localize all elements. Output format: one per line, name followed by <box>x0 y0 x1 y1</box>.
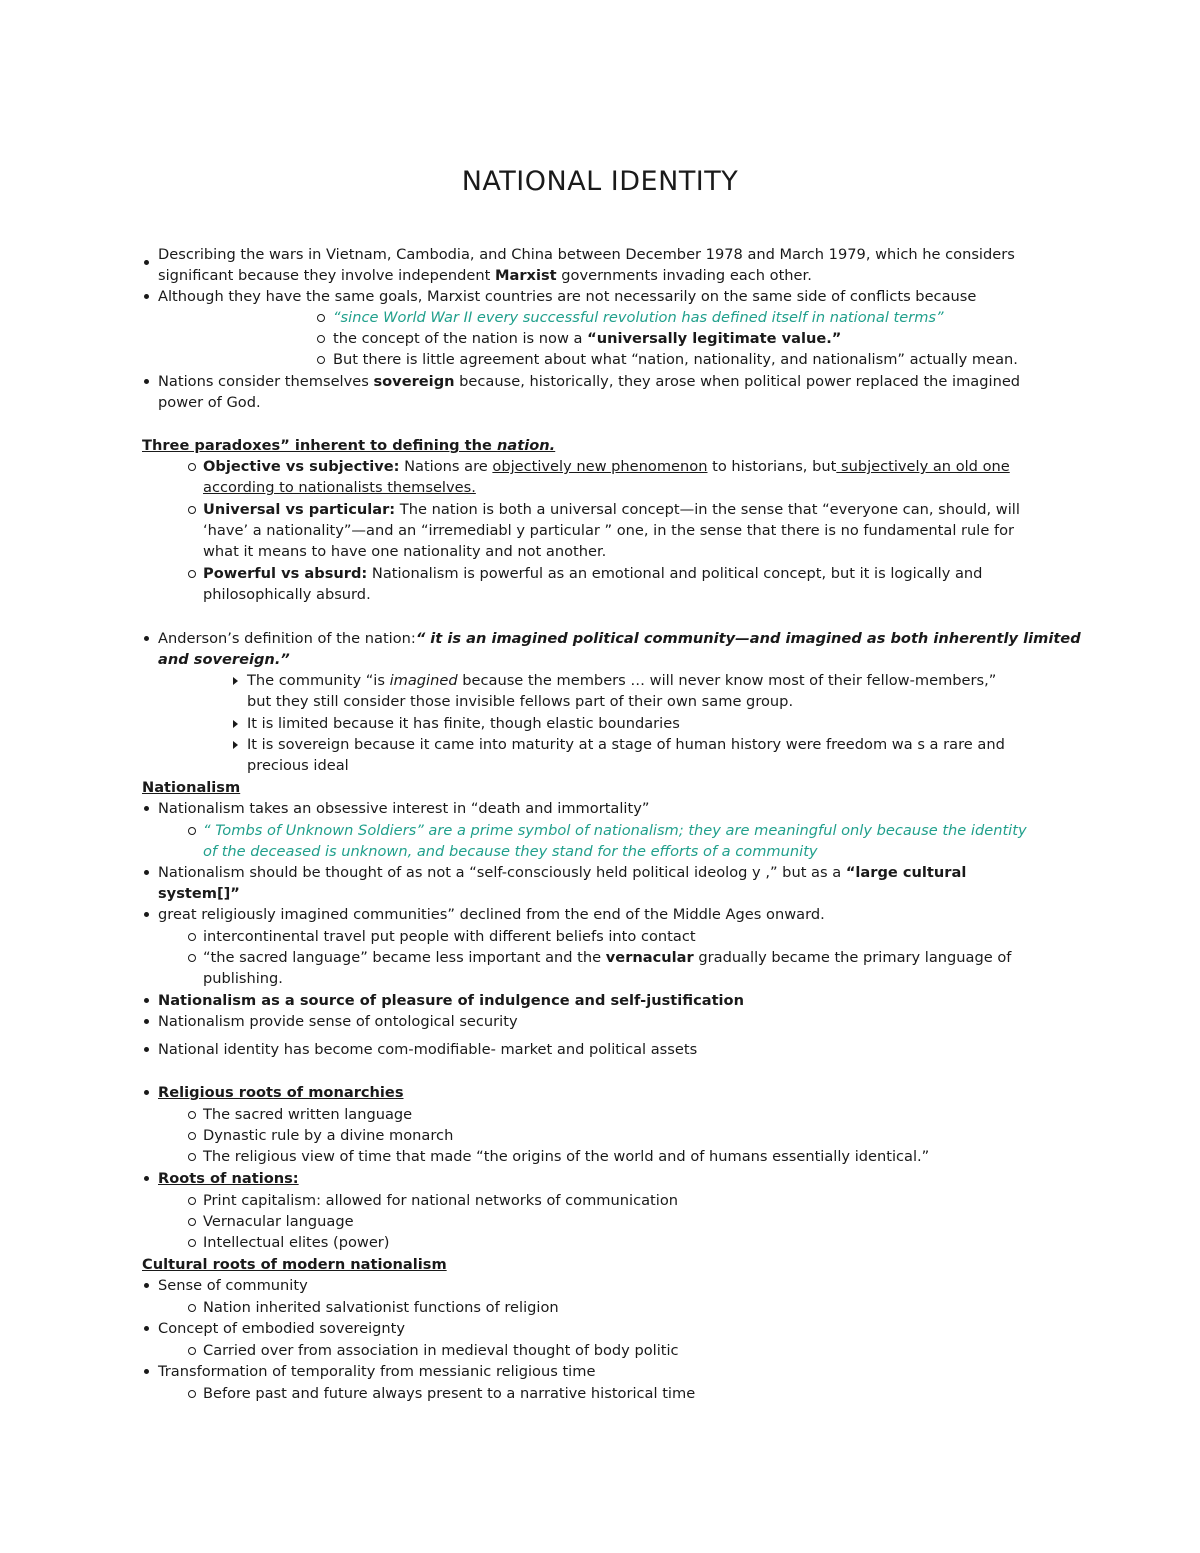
quote-line: “since World War II every successful revolution has defined itself in national terms” <box>333 309 944 326</box>
text-line: Although they have the same goals, Marxist countries are not necessarily on the same side of conflicts because <box>158 288 977 305</box>
text-line: Nationalism provide sense of ontological security <box>158 1013 518 1030</box>
bullet-icon <box>144 636 149 641</box>
text-line: Sense of community <box>158 1277 308 1294</box>
text-line: philosophically absurd. <box>203 586 371 603</box>
bullet-icon <box>144 806 149 811</box>
circle-bullet-icon <box>188 827 196 835</box>
text-line: Transformation of temporality from messianic religious time <box>158 1363 596 1380</box>
text-line: great religiously imagined communities” declined from the end of the Middle Ages onward. <box>158 906 825 923</box>
bullet-icon <box>144 294 149 299</box>
text-line: Anderson’s definition of the nation:“ it is an imagined political community—and imagined as both inherently limited <box>158 630 1081 647</box>
text-line: Objective vs subjective: Nations are objectively new phenomenon to historians, but subjectively an old one <box>203 458 1010 475</box>
section-heading: Roots of nations: <box>158 1170 299 1187</box>
text-line: system[]” <box>158 885 240 902</box>
text-line: Describing the wars in Vietnam, Cambodia, and China between December 1978 and March 1979, which he considers <box>158 246 1015 263</box>
bullet-icon <box>144 1090 149 1095</box>
text-line: Concept of embodied sovereignty <box>158 1320 406 1337</box>
bullet-icon <box>144 1176 149 1181</box>
text-line: Nation inherited salvationist functions of religion <box>203 1299 559 1316</box>
text-line: Dynastic rule by a divine monarch <box>203 1127 454 1144</box>
text-line: precious ideal <box>247 757 349 774</box>
circle-bullet-icon <box>188 1239 196 1247</box>
text-line: Universal vs particular: The nation is both a universal concept—in the sense that “everyone can, should, will <box>203 501 1020 518</box>
text-line: Before past and future always present to a narrative historical time <box>203 1385 696 1402</box>
text-line: Nationalism should be thought of as not a “self-consciously held political ideolog y ,” but as a “large cultural <box>158 864 967 881</box>
text-line: what it means to have one nationality and not another. <box>203 543 607 560</box>
circle-bullet-icon <box>188 570 196 578</box>
text-line: ‘have’ a nationality”—and an “irremediabl y particular ” one, in the sense that there is no fundamental rule for <box>203 522 1015 539</box>
text-line: Nations consider themselves sovereign because, historically, they arose when political power replaced the imagined <box>158 373 1021 390</box>
text-line: Carried over from association in medieval thought of body politic <box>203 1342 679 1359</box>
text-line: and sovereign.” <box>158 651 290 668</box>
section-heading: Cultural roots of modern nationalism <box>142 1256 447 1273</box>
bullet-icon <box>144 1369 149 1374</box>
text-line: Nationalism takes an obsessive interest in “death and immortality” <box>158 800 650 817</box>
circle-bullet-icon <box>317 314 325 322</box>
bullet-icon <box>144 379 149 384</box>
circle-bullet-icon <box>317 356 325 364</box>
text-line: “the sacred language” became less important and the vernacular gradually became the primary language of <box>203 949 1012 966</box>
arrow-bullet-icon <box>233 720 238 728</box>
section-heading: Three paradoxes” inherent to defining the nation. <box>142 437 556 454</box>
circle-bullet-icon <box>188 506 196 514</box>
circle-bullet-icon <box>188 1197 196 1205</box>
text-line: It is sovereign because it came into maturity at a stage of human history were freedom wa s a rare and <box>247 736 1005 753</box>
bullet-icon <box>144 1283 149 1288</box>
quote-line: “ Tombs of Unknown Soldiers” are a prime symbol of nationalism; they are meaningful only because the identity <box>203 822 1027 839</box>
bullet-icon <box>144 998 149 1003</box>
text-line: power of God. <box>158 394 261 411</box>
text-line: The religious view of time that made “the origins of the world and of humans essentially identical.” <box>203 1148 930 1165</box>
text-line: the concept of the nation is now a “universally legitimate value.” <box>333 330 842 347</box>
text-line: It is limited because it has finite, though elastic boundaries <box>247 715 680 732</box>
bullet-icon <box>144 912 149 917</box>
circle-bullet-icon <box>317 335 325 343</box>
text-line: intercontinental travel put people with different beliefs into contact <box>203 928 696 945</box>
text-line: but they still consider those invisible fellows part of their own same group. <box>247 693 794 710</box>
bullet-icon <box>144 1326 149 1331</box>
bullet-icon <box>144 1019 149 1024</box>
bullet-icon <box>144 870 149 875</box>
text-line: Vernacular language <box>203 1213 354 1230</box>
section-heading: Religious roots of monarchies <box>158 1084 404 1101</box>
circle-bullet-icon <box>188 1132 196 1140</box>
circle-bullet-icon <box>188 1218 196 1226</box>
text-line: Powerful vs absurd: Nationalism is powerful as an emotional and political concept, but it is logically and <box>203 565 983 582</box>
arrow-bullet-icon <box>233 677 238 685</box>
circle-bullet-icon <box>188 1153 196 1161</box>
text-line: But there is little agreement about what “nation, nationality, and nationalism” actually mean. <box>333 351 1018 368</box>
page-title: NATIONAL IDENTITY <box>461 166 739 197</box>
text-line: Intellectual elites (power) <box>203 1234 390 1251</box>
text-line: The sacred written language <box>203 1106 413 1123</box>
text-line: National identity has become com-modifiable- market and political assets <box>158 1041 698 1058</box>
bullet-icon <box>144 1047 149 1052</box>
text-line: significant because they involve independent Marxist governments invading each other. <box>158 267 812 284</box>
section-heading: Nationalism <box>142 779 241 796</box>
circle-bullet-icon <box>188 954 196 962</box>
circle-bullet-icon <box>188 933 196 941</box>
text-line: publishing. <box>203 970 283 987</box>
circle-bullet-icon <box>188 463 196 471</box>
bullet-icon <box>144 260 149 265</box>
text-line: The community “is imagined because the members … will never know most of their fellow-members,” <box>247 672 997 689</box>
quote-line: of the deceased is unknown, and because they stand for the efforts of a community <box>203 843 818 860</box>
circle-bullet-icon <box>188 1347 196 1355</box>
circle-bullet-icon <box>188 1304 196 1312</box>
circle-bullet-icon <box>188 1111 196 1119</box>
arrow-bullet-icon <box>233 741 238 749</box>
text-line: Nationalism as a source of pleasure of indulgence and self-justification <box>158 992 744 1009</box>
circle-bullet-icon <box>188 1390 196 1398</box>
text-line: Print capitalism: allowed for national networks of communication <box>203 1192 679 1209</box>
text-line: according to nationalists themselves. <box>203 479 476 496</box>
